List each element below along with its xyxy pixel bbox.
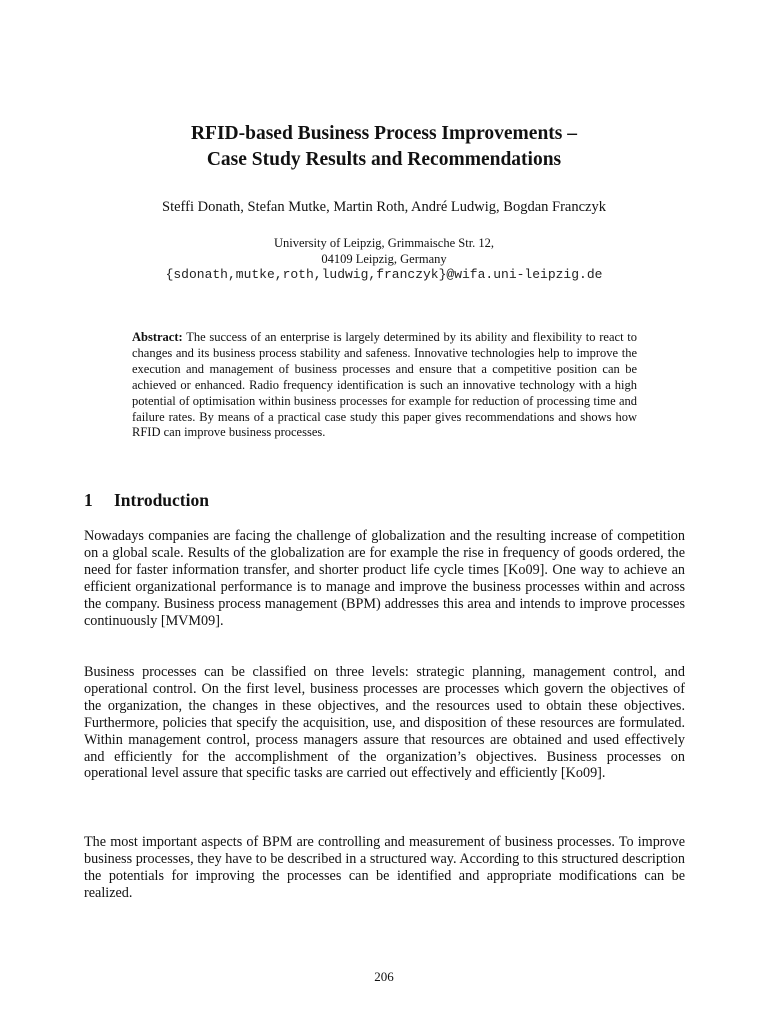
paper-title	[84, 121, 684, 173]
page-number: 206	[374, 969, 394, 984]
paper-title-line-1: RFID-based Business Process Improvements –	[190, 123, 578, 144]
abstract	[132, 330, 637, 441]
paper-title-line-2: Case Study Results and Recommendations	[206, 149, 562, 170]
section-number: 1	[84, 490, 93, 510]
section-title: Introduction	[114, 490, 209, 510]
body-paragraph-1: Nowadays companies are facing the challenge of globalization and the resulting increase of competition on a global scale. Results of the globalization are for example the rise in frequency of goods ordered, the need for faster information transfer, and shorter product life cycle times [Ko09]. One way to achieve an efficient organizational performance is to manage and improve the business processes within and across the company. Business process management (BPM) addresses this area and intends to improve processes continuously [MVM09].	[84, 528, 685, 629]
author-emails: {sdonath,mutke,roth,ludwig,franczyk}@wifa.uni-leipzig.de	[165, 267, 603, 282]
affiliation-block	[84, 235, 684, 283]
body-paragraph-3: The most important aspects of BPM are controlling and measurement of business processes. To improve business processes, they have to be described in a structured way. According to this structured description the potentials for improving the processes can be identified and appropriate modifications can be realized.	[84, 834, 685, 901]
abstract-label: Abstract:	[132, 330, 183, 344]
body-paragraph-2: Business processes can be classified on three levels: strategic planning, management control, and operational control. On the first level, business processes are processes which govern the objectives of the organization, the changes in these objectives, and the resources used to obtain these objectives. Furthermore, policies that specify the acquisition, use, and disposition of these resources are formulated. Within management control, process managers assure that resources are obtained and used effectively and efficiently for the accomplishment of the organization’s objectives. Business processes on operational level assure that specific tasks are carried out effectively and efficiently [Ko09].	[84, 664, 685, 782]
author-list: Steffi Donath, Stefan Mutke, Martin Roth, André Ludwig, Bogdan Franczyk	[162, 199, 606, 215]
section-heading-introduction	[84, 488, 684, 512]
affiliation-line-2: 04109 Leipzig, Germany	[321, 252, 447, 266]
abstract-text: The success of an enterprise is largely determined by its ability and flexibility to react to changes and its business process stability and safeness. Innovative technologies help to improve the execution and management of business processes and ensure that a competitive position can be achieved or enhanced. Radio frequency identification is such an innovative technology with a high potential of optimisation within business processes for example for reduction of processing time and failure rates. By means of a practical case study this paper gives recommendations and shows how RFID can improve business processes.	[132, 330, 637, 440]
affiliation-line-1: University of Leipzig, Grimmaische Str. 12,	[273, 236, 495, 250]
